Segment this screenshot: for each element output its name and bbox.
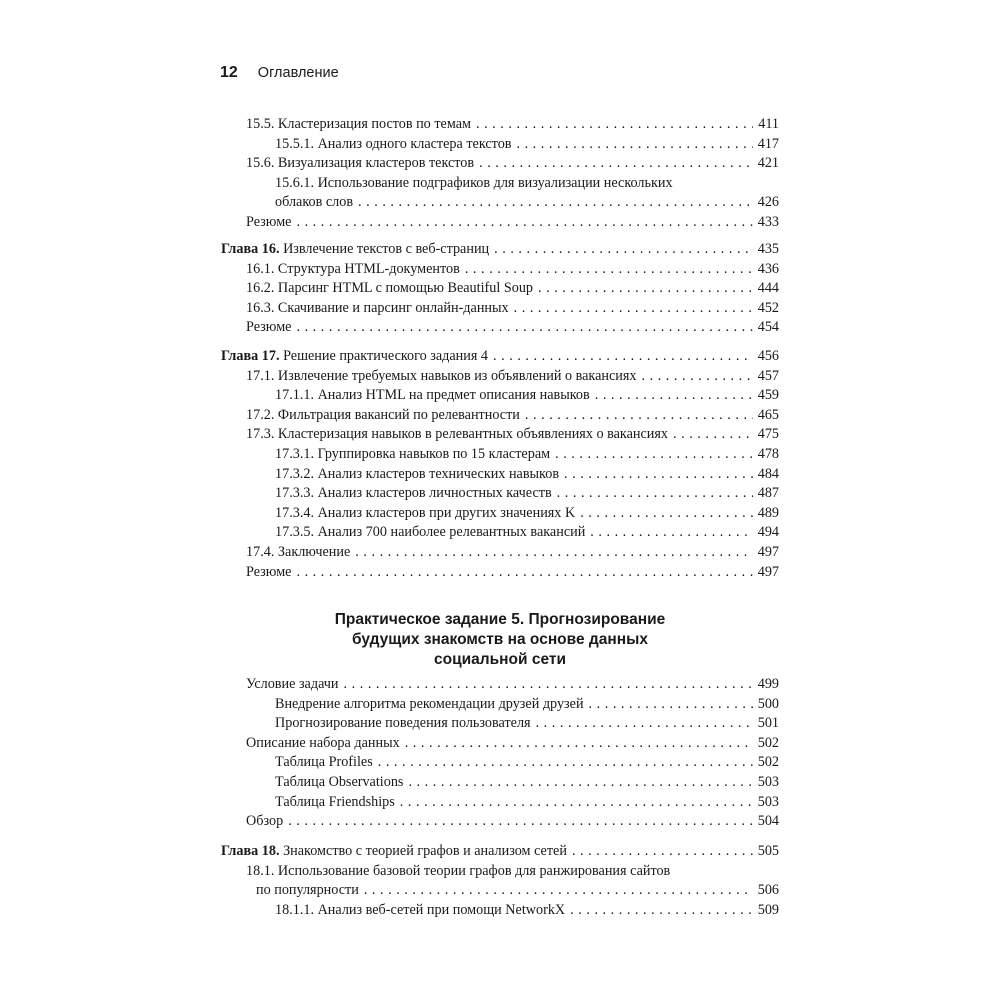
toc-page-number: 502 xyxy=(757,734,779,751)
dot-leader xyxy=(465,260,753,280)
running-title: Оглавление xyxy=(257,65,339,81)
toc-entry[interactable] xyxy=(0,445,779,465)
dot-leader xyxy=(364,881,753,901)
dot-leader xyxy=(476,115,753,135)
chapter-label: Глава 16. xyxy=(221,241,280,257)
dot-leader xyxy=(344,675,753,695)
toc-page-number: 411 xyxy=(758,116,779,132)
dot-leader xyxy=(595,386,753,406)
dot-leader xyxy=(555,445,753,465)
toc-entry-title: 17.4. Заключение xyxy=(246,544,351,560)
toc-entry-title: 17.3.2. Анализ кластеров технических навыков xyxy=(275,465,560,482)
page-header xyxy=(220,64,339,88)
dot-leader xyxy=(296,213,752,233)
toc-page-number: 497 xyxy=(757,544,779,560)
toc-page-number: 459 xyxy=(757,387,779,404)
toc-entry-title: Резюме xyxy=(246,319,292,336)
toc-entry-title: 17.3.4. Анализ кластеров при других значениях K xyxy=(275,504,576,521)
dot-leader xyxy=(536,714,753,734)
toc-entry[interactable] xyxy=(0,773,779,793)
toc-entry[interactable] xyxy=(0,213,779,233)
toc-entry[interactable] xyxy=(0,154,779,174)
toc-entry-title: Таблица Observations xyxy=(275,774,404,790)
toc-chapter-entry[interactable] xyxy=(0,842,779,862)
toc-page-number: 484 xyxy=(757,465,779,482)
toc-entry[interactable] xyxy=(0,465,779,485)
toc-entry-title: Решение практического задания 4 xyxy=(283,348,489,364)
toc-entry-title: Прогнозирование поведения пользователя xyxy=(275,715,531,732)
toc-page-number: 503 xyxy=(757,774,779,790)
toc-entry-title: 17.3.3. Анализ кластеров личностных качеств xyxy=(275,485,552,502)
dot-leader xyxy=(580,504,753,524)
toc-entry[interactable] xyxy=(0,862,779,901)
toc-entry[interactable] xyxy=(0,318,779,338)
toc-page-number: 456 xyxy=(757,348,779,364)
toc-entry-title: по популярности xyxy=(256,882,359,899)
toc-entry[interactable] xyxy=(0,812,779,832)
toc-entry-title: 15.5.1. Анализ одного кластера текстов xyxy=(275,135,512,152)
toc-page-number: 435 xyxy=(757,241,779,257)
toc-entry[interactable] xyxy=(0,367,779,387)
toc-page-number: 454 xyxy=(757,319,779,336)
dot-leader xyxy=(516,135,752,155)
toc-entry-title: Описание набора данных xyxy=(246,734,400,751)
dot-leader xyxy=(572,842,753,862)
toc-page-number: 506 xyxy=(757,882,779,899)
toc-entry[interactable] xyxy=(0,174,779,213)
part-heading-line: Практическое задание 5. Прогнозирование xyxy=(334,611,666,628)
toc-chapter-entry[interactable] xyxy=(0,240,779,260)
toc-page-number: 501 xyxy=(757,715,779,732)
toc-entry[interactable] xyxy=(0,695,779,715)
toc-entry-title: Резюме xyxy=(246,214,292,230)
toc-entry-title: Резюме xyxy=(246,563,292,580)
toc-page-number: 457 xyxy=(757,367,779,384)
dot-leader xyxy=(525,406,753,426)
toc-page-number: 433 xyxy=(757,214,779,230)
toc-entry[interactable] xyxy=(0,115,779,135)
toc-entry[interactable] xyxy=(0,714,779,734)
dot-leader xyxy=(673,425,753,445)
toc-entry-title: Внедрение алгоритма рекомендации друзей друзей xyxy=(275,695,584,712)
dot-leader xyxy=(570,901,753,921)
dot-leader xyxy=(296,563,752,583)
toc-page-number: 487 xyxy=(757,485,779,502)
dot-leader xyxy=(288,812,753,832)
toc-entry[interactable] xyxy=(0,406,779,426)
toc-entry[interactable] xyxy=(0,504,779,524)
toc-entry[interactable] xyxy=(0,753,779,773)
toc-entry[interactable] xyxy=(0,386,779,406)
dot-leader xyxy=(378,753,753,773)
toc-page-number: 509 xyxy=(757,901,779,918)
toc-page-number: 505 xyxy=(757,843,779,859)
toc-entry[interactable] xyxy=(0,734,779,754)
toc-entry-title: 17.3. Кластеризация навыков в релевантных объявлениях о вакансиях xyxy=(246,426,669,443)
toc-entry[interactable] xyxy=(0,901,779,921)
toc-page-number: 500 xyxy=(757,695,779,712)
toc-entry[interactable] xyxy=(0,484,779,504)
toc-entry-title: 17.3.5. Анализ 700 наиболее релевантных вакансий xyxy=(275,524,586,541)
toc-entry[interactable] xyxy=(0,279,779,299)
dot-leader xyxy=(557,484,753,504)
dot-leader xyxy=(400,793,753,813)
toc-entry-title: Извлечение текстов с веб-страниц xyxy=(283,241,490,257)
toc-entry-title: 17.1. Извлечение требуемых навыков из объявлений о вакансиях xyxy=(246,367,637,384)
toc-page-number: 426 xyxy=(757,194,779,211)
toc-page-number: 502 xyxy=(757,754,779,771)
dot-leader xyxy=(358,193,753,213)
toc-entry-title: 17.3.1. Группировка навыков по 15 кластерам xyxy=(275,446,551,462)
toc-entry[interactable] xyxy=(0,135,779,155)
toc-page-number: 417 xyxy=(757,135,779,152)
toc-page-number: 465 xyxy=(757,406,779,423)
toc-entry-title: 15.6. Визуализация кластеров текстов xyxy=(246,155,475,172)
toc-entry[interactable] xyxy=(0,563,779,583)
toc-entry-title-line1: 15.6.1. Использование подграфиков для визуализации нескольких xyxy=(275,174,673,191)
page-number: 12 xyxy=(220,64,238,81)
toc-entry-title: 18.1.1. Анализ веб-сетей при помощи NetworkX xyxy=(275,901,566,918)
toc-page-number: 444 xyxy=(757,280,779,297)
toc-page-number: 478 xyxy=(757,446,779,462)
toc-entry-title: 17.2. Фильтрация вакансий по релевантности xyxy=(246,406,520,423)
chapter-label: Глава 17. xyxy=(221,348,280,364)
toc-chapter-entry[interactable] xyxy=(0,347,779,367)
toc-entry-title: Условие задачи xyxy=(246,676,339,692)
dot-leader xyxy=(408,773,752,793)
toc-entry-title: Знакомство с теорией графов и анализом сетей xyxy=(283,843,567,859)
chapter-label: Глава 18. xyxy=(221,843,280,859)
toc-entry-title: Таблица Friendships xyxy=(275,793,395,810)
dot-leader xyxy=(538,279,753,299)
toc-page-number: 421 xyxy=(757,155,779,172)
toc-page-number: 497 xyxy=(757,563,779,580)
dot-leader xyxy=(355,543,752,563)
dot-leader xyxy=(405,734,753,754)
toc-page-number: 489 xyxy=(757,504,779,521)
dot-leader xyxy=(589,695,753,715)
part-heading-line: социальной сети xyxy=(434,651,566,668)
dot-leader xyxy=(642,367,753,387)
dot-leader xyxy=(514,299,753,319)
toc-page-number: 475 xyxy=(757,426,779,443)
toc-entry-title: 16.1. Структура HTML-документов xyxy=(246,260,460,277)
toc-entry[interactable] xyxy=(0,543,779,563)
part-heading-line: будущих знакомств на основе данных xyxy=(352,631,648,648)
dot-leader xyxy=(494,240,753,260)
toc-entry-title: 16.2. Парсинг HTML с помощью Beautiful Soup xyxy=(246,280,534,297)
dot-leader xyxy=(493,347,753,367)
toc-entry-title: 15.5. Кластеризация постов по темам xyxy=(246,116,471,132)
toc-entry[interactable] xyxy=(0,793,779,813)
toc-entry[interactable] xyxy=(0,299,779,319)
toc-entry[interactable] xyxy=(0,675,779,695)
dot-leader xyxy=(296,318,752,338)
toc-entry-title: 17.1.1. Анализ HTML на предмет описания навыков xyxy=(275,387,590,404)
toc-entry-title: 16.3. Скачивание и парсинг онлайн-данных xyxy=(246,299,509,316)
toc-page-number: 436 xyxy=(757,260,779,277)
dot-leader xyxy=(590,523,752,543)
toc-entry-title-line1: 18.1. Использование базовой теории графов для ранжирования сайтов xyxy=(246,862,671,879)
toc-entry-title: Обзор xyxy=(246,813,284,830)
toc-entry-title: Таблица Profiles xyxy=(275,754,373,771)
toc-page-number: 503 xyxy=(757,793,779,810)
toc-page-number: 499 xyxy=(757,676,779,692)
toc-page-number: 494 xyxy=(757,524,779,541)
toc-entry[interactable] xyxy=(0,260,779,280)
dot-leader xyxy=(479,154,753,174)
toc-entry-title: облаков слов xyxy=(275,194,354,211)
toc-entry[interactable] xyxy=(0,425,779,445)
part-heading xyxy=(220,610,780,670)
toc-entry[interactable] xyxy=(0,523,779,543)
toc-page-number: 504 xyxy=(757,813,779,830)
dot-leader xyxy=(564,465,753,485)
toc-page-number: 452 xyxy=(757,299,779,316)
